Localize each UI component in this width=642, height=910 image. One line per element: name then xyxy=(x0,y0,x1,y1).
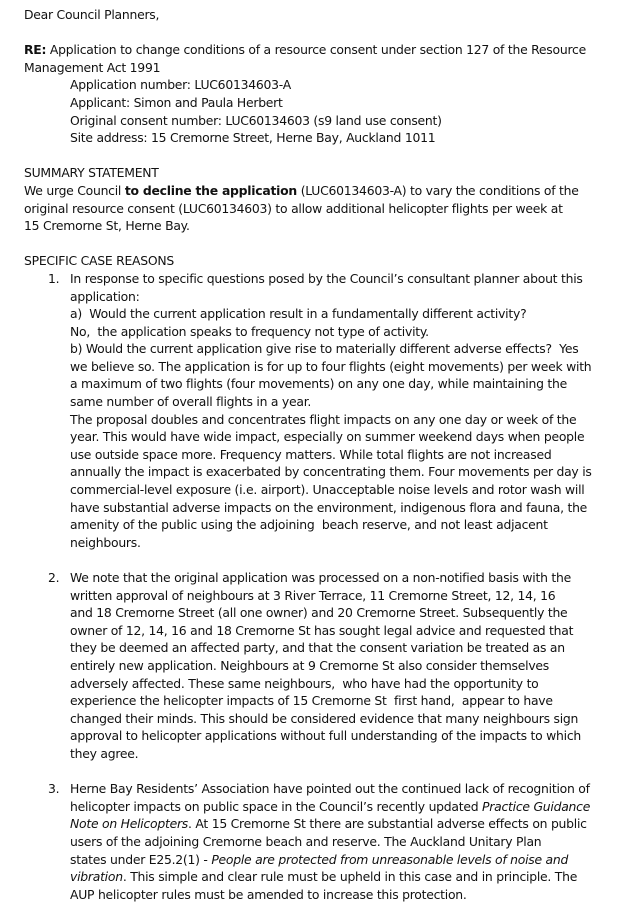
reason-line: owner of 12, 14, 16 and 18 Cremorne St has sought legal advice and requested that xyxy=(70,622,574,638)
reason-line: have substantial adverse impacts on the environment, indigenous flora and fauna, the xyxy=(70,499,588,515)
reason-item-2 xyxy=(24,569,628,763)
reason-line: The proposal doubles and concentrates flight impacts on any one day or week of the xyxy=(70,411,577,427)
site-address: Site address: 15 Cremorne Street, Herne Bay, Auckland 1011 xyxy=(70,130,436,146)
re-subject-line-1: Application to change conditions of a resource consent under section 127 of the Resource xyxy=(46,42,586,58)
guidance-note-title: Note on Helicopters xyxy=(70,816,189,832)
reason-line: experience the helicopter impacts of 15 Cremorne St first hand, appear to have xyxy=(70,693,553,709)
reason-line: AUP helicopter rules must be amended to increase this protection. xyxy=(70,886,467,902)
reasons-list xyxy=(24,270,628,903)
reason-line: same number of overall flights in a year. xyxy=(70,394,312,410)
reason-item-3 xyxy=(24,780,628,903)
aup-quote: People are protected from unreasonable levels of noise and xyxy=(211,851,569,867)
summary-text: We urge Council xyxy=(24,182,125,198)
re-label: RE: xyxy=(24,42,47,58)
summary-text: original resource consent (LUC60134603) to allow additional helicopter flights per week at xyxy=(24,200,563,216)
reason-line: . At 15 Cremorne St there are substantial adverse effects on public xyxy=(188,816,587,832)
reason-line: amenity of the public using the adjoining beach reserve, and not least adjacent xyxy=(70,517,548,533)
reason-line: year. This would have wide impact, especially on summer weekend days when people xyxy=(70,429,585,445)
aup-quote: vibration xyxy=(70,869,123,885)
reason-line: a) Would the current application result in a fundamentally different activity? xyxy=(70,306,527,322)
reason-line: commercial-level exposure (i.e. airport). Unacceptable noise levels and rotor wash will xyxy=(70,482,585,498)
reason-line: application: xyxy=(70,288,140,304)
re-subject-line-2: Management Act 1991 xyxy=(24,59,161,75)
reason-line: neighbours. xyxy=(70,534,141,550)
reason-line: Herne Bay Residents’ Association have pointed out the continued lack of recognition of xyxy=(70,781,590,797)
re-section xyxy=(24,41,628,147)
reason-line: we believe so. The application is for up to four flights (eight movements) per week with xyxy=(70,358,592,374)
reason-line: No, the application speaks to frequency not type of activity. xyxy=(70,323,429,339)
reason-line: they agree. xyxy=(70,745,139,761)
reason-line: helicopter impacts on public space in the Council’s recently updated xyxy=(70,798,483,814)
reason-line: . This simple and clear rule must be upheld in this case and in principle. The xyxy=(122,869,578,885)
reason-line: entirely new application. Neighbours at 9 Cremorne St also consider themselves xyxy=(70,657,549,673)
summary-text: (LUC60134603-A) to vary the conditions of the xyxy=(297,182,579,198)
reason-item-1 xyxy=(24,270,628,552)
reasons-section xyxy=(24,252,628,903)
reason-number: 2. xyxy=(48,570,60,585)
reason-number: 1. xyxy=(48,270,60,286)
reason-line: they be deemed an affected party, and that the consent variation be treated as an xyxy=(70,640,565,656)
reason-line: annually the impact is exacerbated by concentrating them. Four movements per day is xyxy=(70,464,592,480)
reason-line: a maximum of two flights (four movements) on any one day, while maintaining the xyxy=(70,376,567,392)
original-consent-number: Original consent number: LUC60134603 (s9 land use consent) xyxy=(70,112,442,128)
salutation: Dear Council Planners, xyxy=(24,7,160,22)
reason-line: and 18 Cremorne Street (all one owner) and 20 Cremorne Street. Subsequently the xyxy=(70,605,568,621)
reason-line: changed their minds. This should be considered evidence that many neighbours sign xyxy=(70,710,579,726)
summary-emphasis: to decline the application xyxy=(124,182,297,198)
reason-line: users of the adjoining Cremorne beach and reserve. The Auckland Unitary Plan xyxy=(70,833,542,849)
reason-line: states under E25.2(1) - xyxy=(70,851,212,867)
reason-line: In response to specific questions posed by the Council’s consultant planner about this xyxy=(70,270,583,286)
reason-line: approval to helicopter applications without full understanding of the impacts to which xyxy=(70,728,582,744)
application-number: Application number: LUC60134603-A xyxy=(70,77,291,93)
summary-section xyxy=(24,164,628,234)
reason-number: 3. xyxy=(48,781,60,797)
guidance-note-title: Practice Guidance xyxy=(482,798,591,814)
summary-text: 15 Cremorne St, Herne Bay. xyxy=(24,218,190,234)
applicant: Applicant: Simon and Paula Herbert xyxy=(70,94,283,110)
reasons-heading: SPECIFIC CASE REASONS xyxy=(24,253,175,269)
reason-line: We note that the original application was processed on a non-notified basis with the xyxy=(70,570,571,585)
reason-line: use outside space more. Frequency matters. While total flights are not increased xyxy=(70,446,552,462)
reason-line: adversely affected. These same neighbours, who have had the opportunity to xyxy=(70,675,539,691)
summary-heading: SUMMARY STATEMENT xyxy=(24,165,159,181)
reason-line: b) Would the current application give rise to materially different adverse effects? Yes xyxy=(70,341,579,357)
reason-line: written approval of neighbours at 3 River Terrace, 11 Cremorne Street, 12, 14, 16 xyxy=(70,587,556,603)
